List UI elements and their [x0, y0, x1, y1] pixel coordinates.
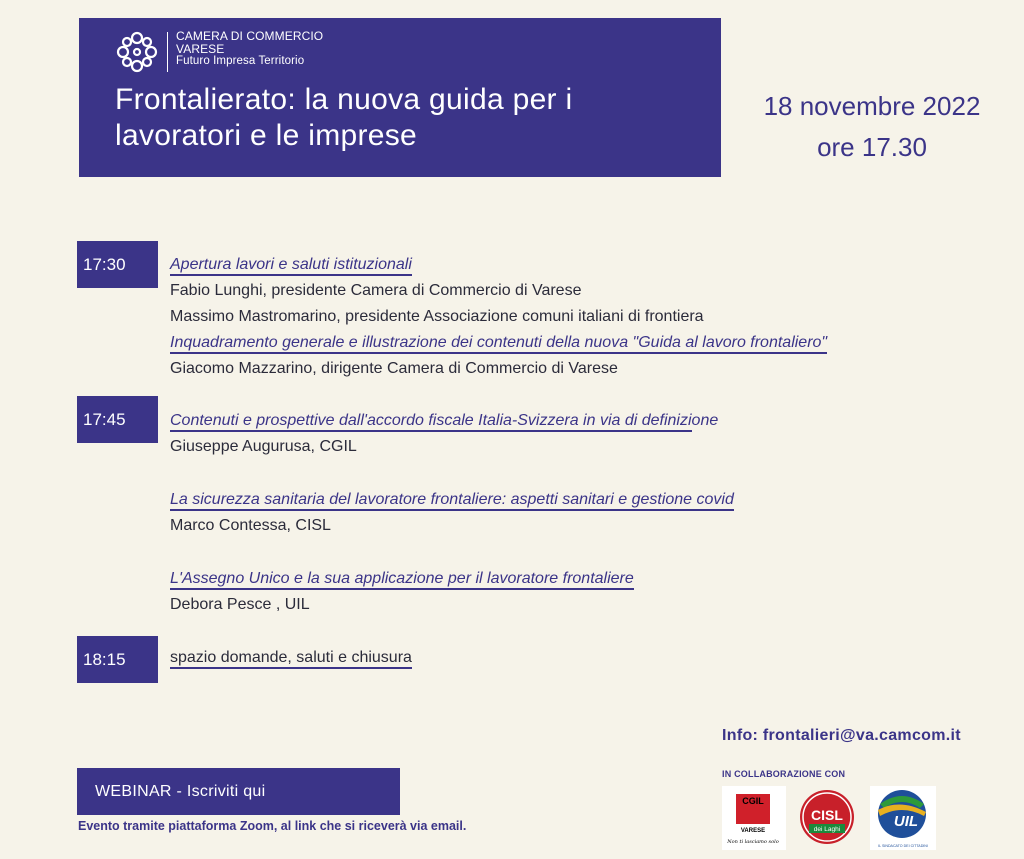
agenda-speaker: Debora Pesce , UIL	[170, 596, 310, 613]
agenda-speaker: Massimo Mastromarino, presidente Associazione comuni italiani di frontiera	[170, 308, 704, 325]
cgil-logo-icon	[722, 786, 786, 850]
agenda-time-badge: 17:30	[77, 241, 158, 288]
cisl-name: CISL	[811, 807, 843, 823]
cgil-sub: VARESE	[740, 828, 766, 834]
uil-name: UIL	[893, 813, 919, 830]
cgil-name: CGIL	[742, 796, 764, 806]
agenda-speaker: Giuseppe Augurusa, CGIL	[170, 438, 357, 455]
cisl-logo-icon	[797, 786, 861, 850]
event-date: 18 novembre 2022	[763, 91, 981, 121]
logo-divider	[167, 32, 168, 72]
org-tagline: Futuro Impresa Territorio	[176, 55, 305, 67]
agenda-topic: La sicurezza sanitaria del lavoratore frontaliere: aspetti sanitari e gestione covid	[170, 490, 734, 510]
uil-tagline: IL SINDACATO DEI CITTADINI	[878, 844, 928, 848]
agenda-time-badge: 17:45	[77, 396, 158, 443]
event-datetime	[741, 86, 1003, 168]
chamber-logo	[115, 30, 323, 74]
zoom-note: Evento tramite piattaforma Zoom, al link che si riceverà via email.	[78, 819, 467, 833]
collaboration-label: IN COLLABORAZIONE CON	[722, 769, 846, 779]
uil-logo	[870, 786, 934, 850]
agenda-speaker: Fabio Lunghi, presidente Camera di Commercio di Varese	[170, 282, 582, 299]
agenda-topic: Contenuti e prospettive dall'accordo fiscale Italia-Svizzera in via di definizione	[170, 411, 718, 431]
info-label: Info:	[722, 727, 759, 744]
agenda-time-badge: 18:15	[77, 636, 158, 683]
org-city: VARESE	[176, 41, 225, 56]
agenda-topic: Inquadramento generale e illustrazione dei contenuti della nuova "Guida al lavoro frontaliero"	[170, 333, 827, 353]
org-name: CAMERA DI COMMERCIO	[176, 29, 324, 43]
page-title: Frontalierato: la nuova guida per i lavoratori e le imprese	[115, 83, 573, 152]
agenda-speaker: Marco Contessa, CISL	[170, 517, 331, 534]
webinar-register-button[interactable]: WEBINAR - Iscriviti qui	[77, 768, 400, 815]
agenda-speaker: Giacomo Mazzarino, dirigente Camera di Commercio di Varese	[170, 360, 618, 377]
chamber-logo-icon	[115, 30, 159, 74]
agenda-topic: L'Assegno Unico e la sua applicazione per il lavoratore frontaliere	[170, 569, 634, 589]
agenda-closing: spazio domande, saluti e chiusura	[170, 648, 412, 668]
info-email-link[interactable]: frontalieri@va.camcom.it	[762, 727, 961, 744]
header-banner	[79, 18, 721, 177]
uil-logo-icon	[870, 786, 936, 850]
cgil-tagline: Non ti lasciamo solo	[727, 839, 779, 845]
info-contact	[722, 727, 961, 745]
cisl-logo	[797, 786, 861, 850]
agenda-topic: Apertura lavori e saluti istituzionali	[170, 255, 412, 275]
cgil-logo	[722, 786, 786, 850]
event-time: ore 17.30	[817, 132, 927, 162]
cisl-sub: dei Laghi	[813, 826, 841, 833]
